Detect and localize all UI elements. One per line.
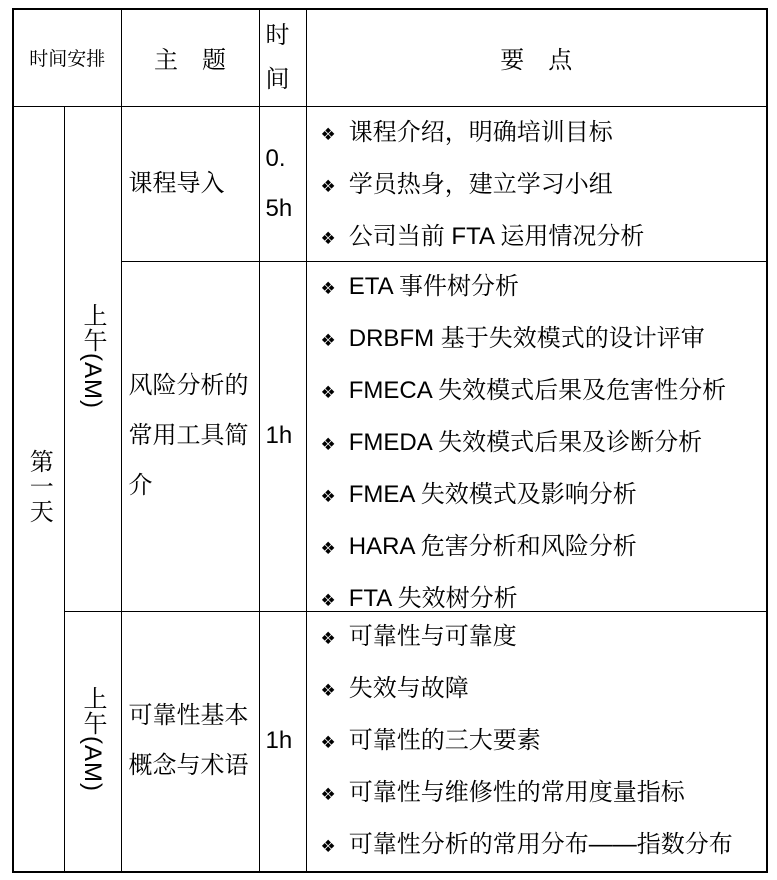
point-text: 失效与故障 xyxy=(348,675,469,703)
bullet-diamond-icon: ❖ xyxy=(320,331,336,350)
bullet-diamond-icon: ❖ xyxy=(320,837,336,857)
point-text: ETA 事件树分析 xyxy=(348,273,520,300)
list-item xyxy=(321,470,767,522)
point-text: 公司当前 FTA 运用情况分析 xyxy=(348,222,645,250)
points-list xyxy=(307,262,767,610)
point-text: FTA 失效树分析 xyxy=(348,585,518,611)
bullet-diamond-icon: ❖ xyxy=(320,733,336,753)
list-item xyxy=(321,160,767,212)
header-cell-time: 时间 xyxy=(259,9,306,106)
topic-cell: 课程导入 xyxy=(121,106,259,261)
bullet-diamond-icon: ❖ xyxy=(320,383,336,402)
day-label: 第一天 xyxy=(25,448,53,524)
training-schedule-table xyxy=(12,8,768,873)
time-cell: 1h xyxy=(259,261,306,611)
period-label: 上午(AM) xyxy=(79,303,106,409)
list-item xyxy=(321,716,767,768)
day-cell xyxy=(13,106,64,872)
key-points-cell xyxy=(306,611,767,872)
point-text: 课程介绍，明确培训目标 xyxy=(348,118,613,146)
list-item xyxy=(321,366,767,418)
time-cell: 1h xyxy=(259,611,306,872)
list-item xyxy=(321,664,767,716)
time-cell: 0.5h xyxy=(259,106,306,261)
point-text: 可靠性与维修性的常用度量指标 xyxy=(348,779,685,807)
period-cell-am-1 xyxy=(64,106,121,611)
point-text: 学员热身，建立学习小组 xyxy=(348,170,613,198)
key-points-cell xyxy=(306,106,767,261)
period-cell-am-2 xyxy=(64,611,121,872)
header-cell-key-points: 要 点 xyxy=(306,9,767,106)
bullet-diamond-icon: ❖ xyxy=(320,176,336,196)
table-row xyxy=(13,106,767,261)
point-text: 可靠性分析的常用分布——指数分布 xyxy=(348,831,733,859)
bullet-diamond-icon: ❖ xyxy=(320,785,336,805)
list-item xyxy=(321,574,767,611)
key-points-cell xyxy=(306,261,767,611)
bullet-diamond-icon: ❖ xyxy=(320,279,336,298)
bullet-diamond-icon: ❖ xyxy=(320,591,336,610)
bullet-diamond-icon: ❖ xyxy=(320,681,336,701)
header-cell-topic: 主 题 xyxy=(121,9,259,106)
list-item xyxy=(321,768,767,820)
list-item xyxy=(321,262,767,314)
list-item xyxy=(321,314,767,366)
point-text: FMEA 失效模式及影响分析 xyxy=(348,481,637,508)
table-row xyxy=(13,611,767,872)
list-item xyxy=(321,212,767,262)
points-list xyxy=(307,612,767,870)
list-item xyxy=(321,820,767,872)
bullet-diamond-icon: ❖ xyxy=(320,487,336,506)
point-text: FMEDA 失效模式后果及诊断分析 xyxy=(348,429,703,456)
table-row xyxy=(13,261,767,611)
period-label: 上午(AM) xyxy=(79,685,106,792)
bullet-diamond-icon: ❖ xyxy=(320,228,336,248)
list-item xyxy=(321,108,767,160)
list-item xyxy=(321,612,767,664)
point-text: 可靠性与可靠度 xyxy=(348,623,517,651)
point-text: 可靠性的三大要素 xyxy=(348,727,541,755)
point-text: FMECA 失效模式后果及危害性分析 xyxy=(348,377,727,404)
bullet-diamond-icon: ❖ xyxy=(320,435,336,454)
topic-cell: 风险分析的常用工具简介 xyxy=(121,261,259,611)
list-item xyxy=(321,522,767,574)
point-text: HARA 危害分析和风险分析 xyxy=(348,533,637,560)
bullet-diamond-icon: ❖ xyxy=(320,539,336,558)
points-list xyxy=(307,108,767,260)
point-text: DRBFM 基于失效模式的设计评审 xyxy=(348,325,705,352)
list-item xyxy=(321,418,767,470)
bullet-diamond-icon: ❖ xyxy=(320,124,336,144)
header-row xyxy=(13,9,767,106)
bullet-diamond-icon: ❖ xyxy=(320,629,336,649)
header-cell-time-schedule: 时间安排 xyxy=(13,9,121,106)
topic-cell: 可靠性基本概念与术语 xyxy=(121,611,259,872)
